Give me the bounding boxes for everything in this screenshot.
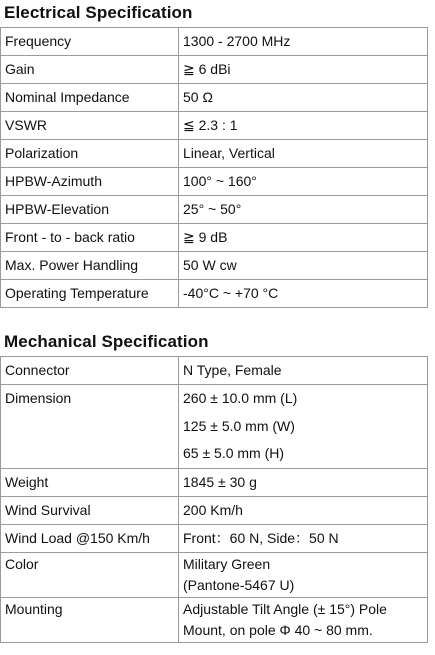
row-label: Wind Load @150 Km/h [1, 524, 179, 552]
table-row [1, 224, 428, 252]
row-label: Polarization [1, 140, 179, 168]
table-row [1, 524, 428, 552]
row-value: 1300 - 2700 MHz [179, 28, 428, 56]
color-line-2: (Pantone-5467 U) [183, 576, 295, 593]
row-label: Connector [1, 357, 179, 385]
table-row [1, 56, 428, 84]
dimension-height: 65 ± 5.0 mm (H) [183, 445, 285, 461]
dimension-length: 260 ± 10.0 mm (L) [183, 390, 298, 406]
mounting-line-1: Adjustable Tilt Angle (± 15°) Pole [183, 600, 387, 617]
row-label: Frequency [1, 28, 179, 56]
table-row [1, 196, 428, 224]
table-row [1, 597, 428, 642]
mechanical-specification-section [0, 329, 428, 643]
row-label: Operating Temperature [1, 280, 179, 308]
table-row [1, 84, 428, 112]
table-row [1, 357, 428, 385]
table-row [1, 140, 428, 168]
mounting-line-2: Mount, on pole Φ 40 ~ 80 mm. [183, 621, 373, 638]
row-label: Wind Survival [1, 496, 179, 524]
row-value: Front：60 N, Side：50 N [179, 524, 428, 552]
row-value [179, 597, 428, 642]
table-row [1, 496, 428, 524]
electrical-specification-title: Electrical Specification [4, 3, 193, 22]
row-value [179, 385, 428, 469]
table-row [1, 112, 428, 140]
row-label: VSWR [1, 112, 179, 140]
row-value: -40°C ~ +70 °C [179, 280, 428, 308]
row-label: Dimension [1, 385, 179, 469]
row-label: Max. Power Handling [1, 252, 179, 280]
mechanical-specification-title: Mechanical Specification [4, 332, 209, 351]
row-label: Gain [1, 56, 179, 84]
table-row [1, 168, 428, 196]
row-label: Mounting [1, 597, 179, 642]
row-value: 50 W cw [179, 252, 428, 280]
row-value: 200 Km/h [179, 496, 428, 524]
row-value: 100° ~ 160° [179, 168, 428, 196]
row-label: Front - to - back ratio [1, 224, 179, 252]
row-label: Weight [1, 468, 179, 496]
color-line-1: Military Green [183, 555, 271, 572]
table-row [1, 28, 428, 56]
row-label: Nominal Impedance [1, 84, 179, 112]
row-value: ≧ 6 dBi [179, 56, 428, 84]
mechanical-specification-table [0, 356, 428, 643]
table-row [1, 280, 428, 308]
electrical-specification-section [0, 0, 428, 308]
row-label: Color [1, 552, 179, 597]
row-value: 50 Ω [179, 84, 428, 112]
row-value: Linear, Vertical [179, 140, 428, 168]
table-row [1, 552, 428, 597]
table-row [1, 252, 428, 280]
table-row [1, 385, 428, 469]
row-value: ≦ 2.3 : 1 [179, 112, 428, 140]
row-value: 25° ~ 50° [179, 196, 428, 224]
row-value: 1845 ± 30 g [179, 468, 428, 496]
row-value: N Type, Female [179, 357, 428, 385]
row-label: HPBW-Elevation [1, 196, 179, 224]
row-value: ≧ 9 dB [179, 224, 428, 252]
table-row [1, 468, 428, 496]
dimension-width: 125 ± 5.0 mm (W) [183, 417, 295, 434]
row-label: HPBW-Azimuth [1, 168, 179, 196]
row-value [179, 552, 428, 597]
electrical-specification-table [0, 27, 428, 308]
